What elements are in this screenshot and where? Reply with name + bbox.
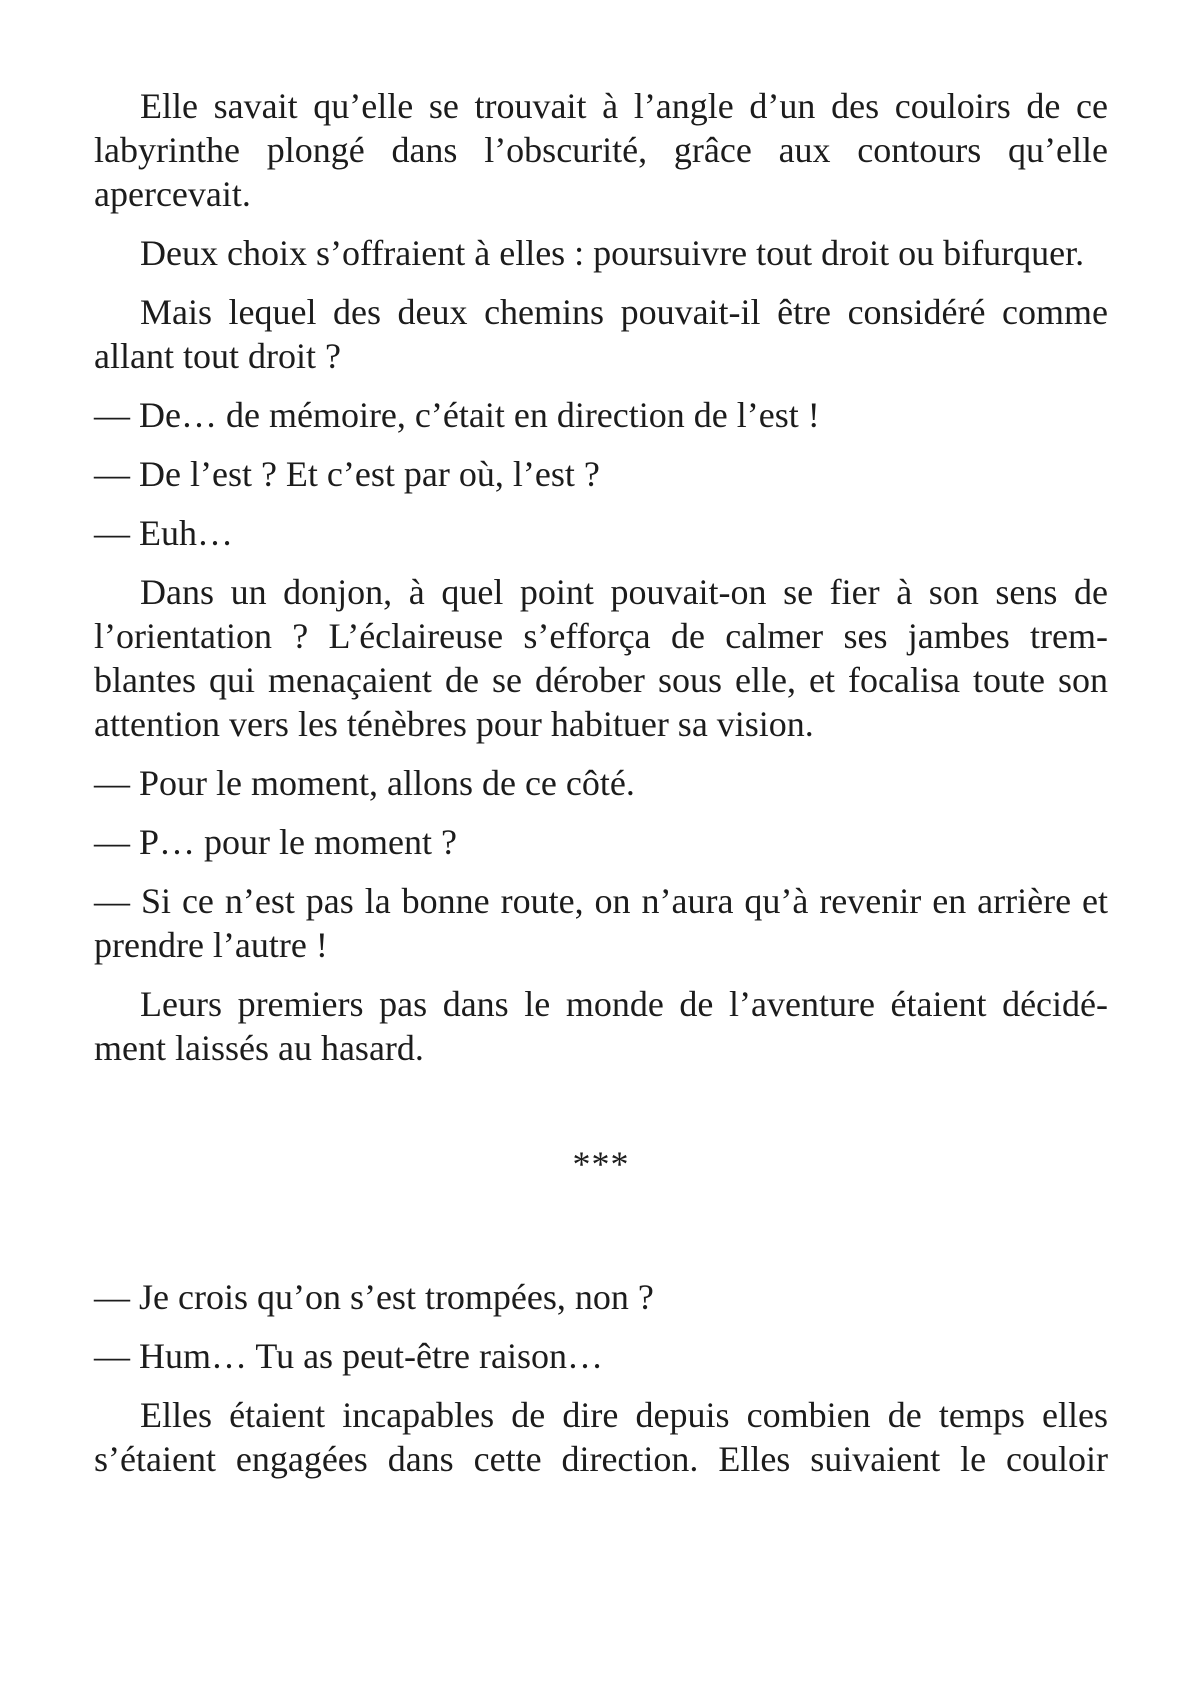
paragraph-narration: Dans un donjon, à quel point pouvait-on se fier à son sens de l’orientation ? L’éclaireuse s’efforça de calmer ses jambes trem-blantes qui menaçaient de se dérober sous elle, et focalisa toute son attention vers les ténèbres pour habituer sa vision.	[94, 572, 1108, 744]
paragraph-dialog: — De… de mémoire, c’était en direction de l’est !	[94, 395, 820, 435]
paragraph-dialog: — Euh…	[94, 513, 233, 553]
paragraph-narration: Mais lequel des deux chemins pouvait-il être considéré comme allant tout droit ?	[94, 292, 1108, 376]
paragraph-dialog: — Pour le moment, allons de ce côté.	[94, 763, 635, 803]
page-text	[94, 84, 1108, 1496]
paragraph-dialog: — De l’est ? Et c’est par où, l’est ?	[94, 454, 600, 494]
paragraph-dialog: — Je crois qu’on s’est trompées, non ?	[94, 1277, 654, 1317]
paragraph-narration: Elle savait qu’elle se trouvait à l’angle d’un des couloirs de ce labyrinthe plongé dans l’obscurité, grâce aux contours qu’elle apercevait.	[94, 86, 1108, 214]
scene-separator: ***	[572, 1144, 630, 1184]
paragraph-dialog: — Si ce n’est pas la bonne route, on n’aura qu’à revenir en arrière et prendre l’autre !	[94, 881, 1108, 965]
paragraph-dialog: — Hum… Tu as peut-être raison…	[94, 1336, 603, 1376]
paragraph-narration: Elles étaient incapables de dire depuis combien de temps elles s’étaient engagées dans cette direction. Elles suivaient le couloir	[94, 1395, 1108, 1479]
paragraph-narration: Leurs premiers pas dans le monde de l’aventure étaient décidé-ment laissés au hasard.	[94, 984, 1108, 1068]
paragraph-narration: Deux choix s’offraient à elles : poursuivre tout droit ou bifurquer.	[140, 233, 1085, 273]
paragraph-dialog: — P… pour le moment ?	[94, 822, 457, 862]
